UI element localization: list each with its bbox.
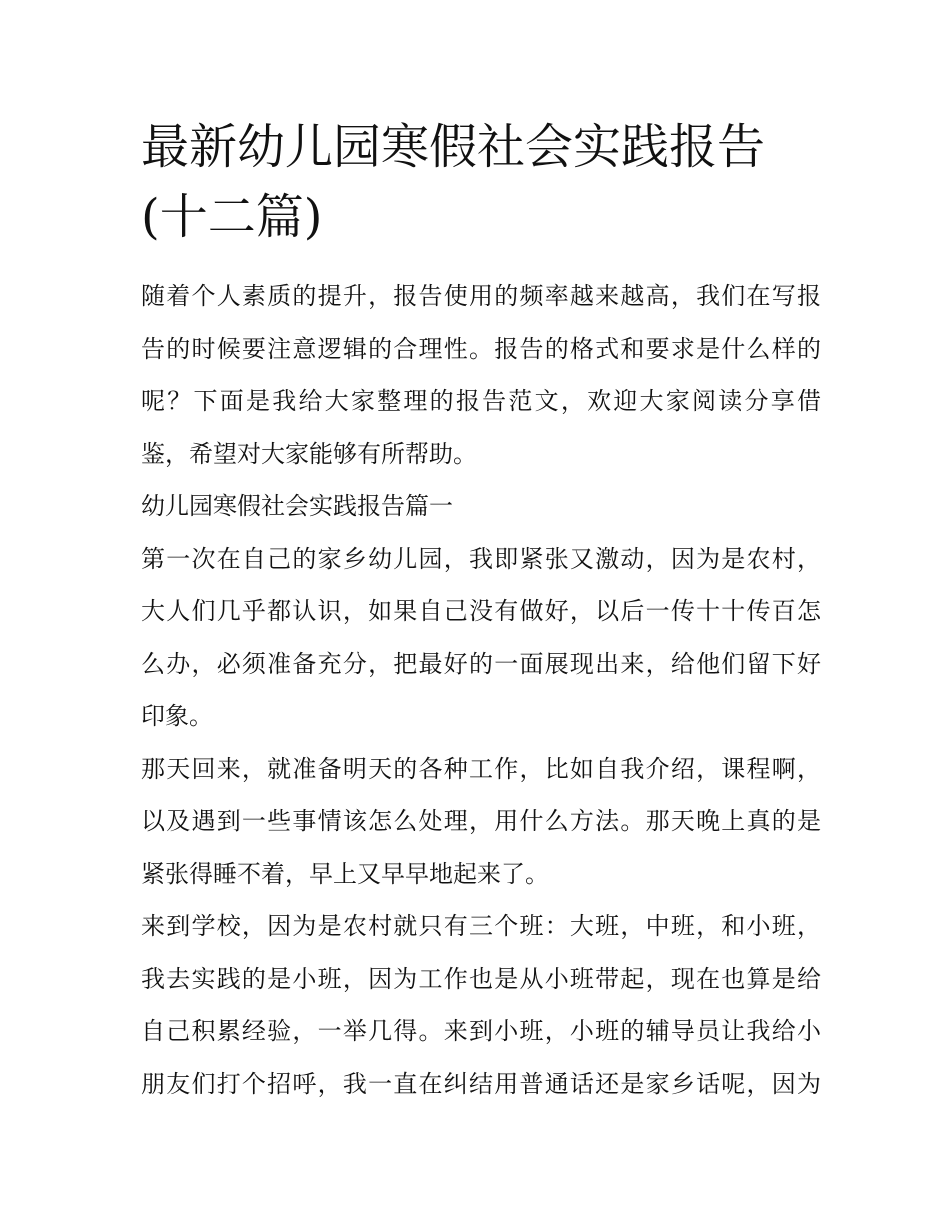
title-line-1: 最新幼儿园寒假社会实践报告 (141, 119, 766, 175)
document-body (141, 270, 821, 1110)
paragraph-3-line-1: 来到学校，因为是农村就只有三个班：大班，中班，和小班， (141, 912, 821, 940)
paragraph-2-line-3: 紧张得睡不着，早上又早早地起来了。 (141, 859, 549, 888)
paragraph-1-line-2: 大人们几乎都认识，如果自己没有做好，以后一传十十传百怎 (141, 597, 821, 625)
paragraph-3-line-4: 朋友们打个招呼，我一直在纠结用普通话还是家乡话呢，因为 (141, 1069, 821, 1098)
paragraph-2-line-1: 那天回来，就准备明天的各种工作，比如自我介绍，课程啊， (141, 754, 821, 783)
paragraph-2-line-2: 以及遇到一些事情该怎么处理，用什么方法。那天晚上真的是 (141, 807, 821, 835)
paragraph-3-line-3: 自己积累经验，一举几得。来到小班，小班的辅导员让我给小 (141, 1017, 821, 1045)
section-heading: 幼儿园寒假社会实践报告篇一 (141, 492, 453, 520)
paragraph-1-line-3: 么办，必须准备充分，把最好的一面展现出来，给他们留下好 (141, 649, 821, 678)
paragraph-1-line-4: 印象。 (141, 702, 213, 730)
paragraph-intro-line-4: 鉴，希望对大家能够有所帮助。 (141, 439, 477, 468)
paragraph-1-line-1: 第一次在自己的家乡幼儿园，我即紧张又激动，因为是农村， (141, 544, 821, 573)
document-title (141, 112, 821, 252)
paragraph-3-line-2: 我去实践的是小班，因为工作也是从小班带起，现在也算是给 (141, 964, 821, 993)
paragraph-intro-line-3: 呢？下面是我给大家整理的报告范文，欢迎大家阅读分享借 (141, 387, 821, 415)
paragraph-intro-line-1: 随着个人素质的提升，报告使用的频率越来越高，我们在写报 (141, 282, 821, 310)
paragraph-intro-line-2: 告的时候要注意逻辑的合理性。报告的格式和要求是什么样的 (141, 334, 821, 363)
title-line-2: (十二篇) (141, 189, 323, 245)
